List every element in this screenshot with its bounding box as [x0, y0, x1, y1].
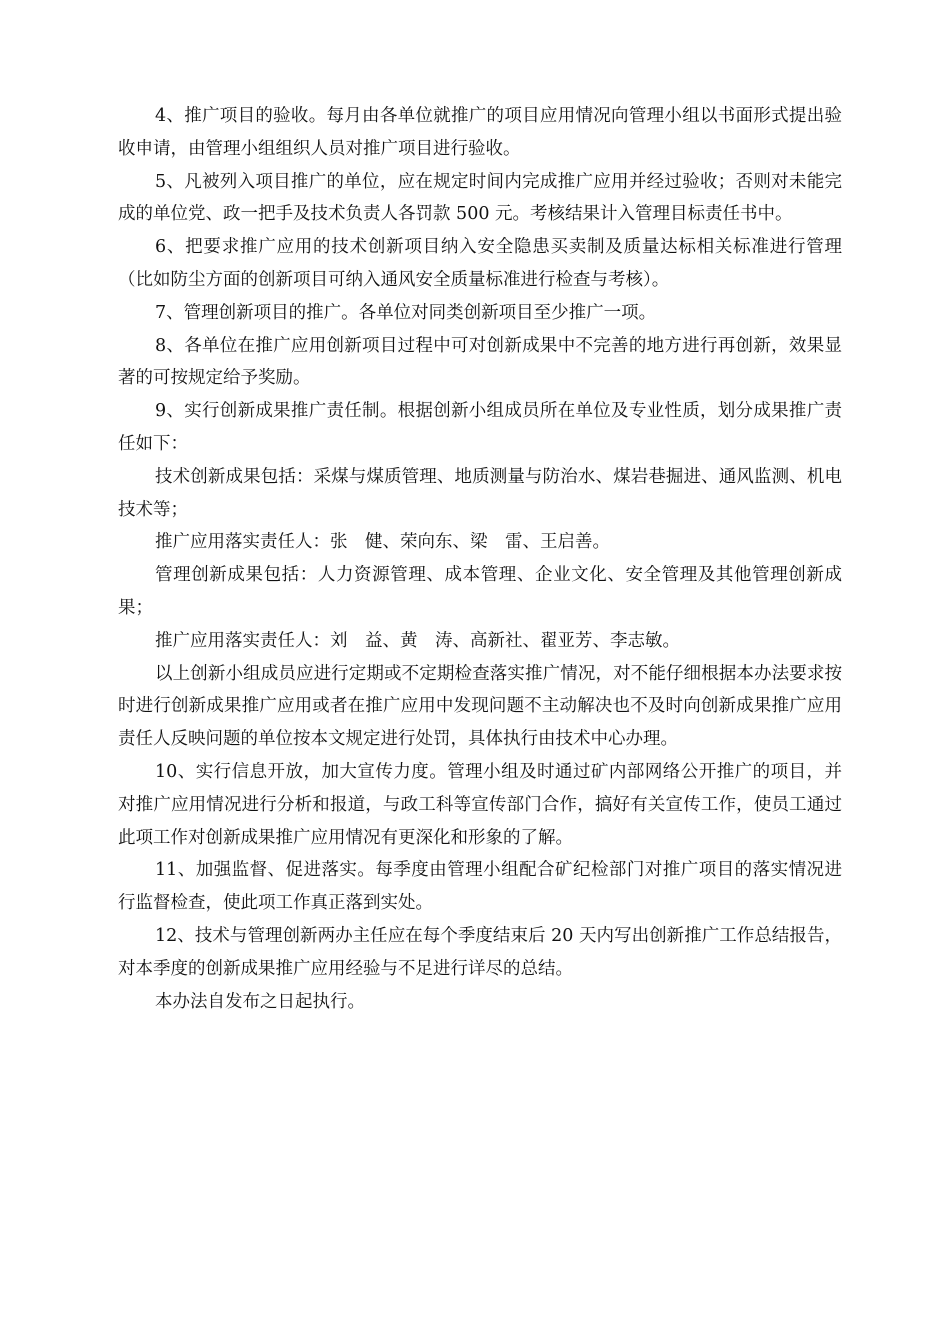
paragraph-item-8-reinnovation: 8、各单位在推广应用创新项目过程中可对创新成果中不完善的地方进行再创新，效果显著的可按规定给予奖励。 — [118, 335, 842, 389]
paragraph-technical-responsible: 推广应用落实责任人：张 健、荣向东、梁 雷、王启善。 — [155, 532, 610, 553]
paragraph-management-responsible: 推广应用落实责任人：刘 益、黄 涛、高新社、翟亚芳、李志敏。 — [155, 630, 680, 651]
paragraph-inspection-note: 以上创新小组成员应进行定期或不定期检查落实推广情况，对不能仔细根据本办法要求按时进行创新成果推广应用或者在推广应用中发现问题不主动解决也不及时向创新成果推广应用责任人反映问题的单位按本文规定进行处罚，具体执行由技术中心办理。 — [118, 663, 842, 750]
paragraph-management-scope: 管理创新成果包括：人力资源管理、成本管理、企业文化、安全管理及其他管理创新成果； — [118, 565, 842, 618]
paragraph-item-12-summary-report: 12、技术与管理创新两办主任应在每个季度结束后 20 天内写出创新推广工作总结报告，对本季度的创新成果推广应用经验与不足进行详尽的总结。 — [118, 925, 842, 979]
paragraph-effective-date: 本办法自发布之日起执行。 — [155, 991, 365, 1012]
document-body — [118, 100, 842, 1018]
paragraph-technical-scope: 技术创新成果包括：采煤与煤质管理、地质测量与防治水、煤岩巷掘进、通风监测、机电技术等； — [118, 466, 842, 520]
paragraph-item-6-management: 6、把要求推广应用的技术创新项目纳入安全隐患买卖制及质量达标相关标准进行管理（比如防尘方面的创新项目可纳入通风安全质量标准进行检查与考核）。 — [118, 237, 842, 290]
paragraph-item-11-supervision: 11、加强监督、促进落实。每季度由管理小组配合矿纪检部门对推广项目的落实情况进行监督检查，使此项工作真正落到实处。 — [118, 860, 842, 914]
paragraph-item-10-publicity: 10、实行信息开放，加大宣传力度。管理小组及时通过矿内部网络公开推广的项目，并对推广应用情况进行分析和报道，与政工科等宣传部门合作，搞好有关宣传工作，使员工通过此项工作对创新成果推广应用情况有更深化和形象的了解。 — [118, 761, 842, 848]
paragraph-item-7-management-innovation: 7、管理创新项目的推广。各单位对同类创新项目至少推广一项。 — [155, 302, 657, 323]
paragraph-item-5-penalty: 5、凡被列入项目推广的单位，应在规定时间内完成推广应用并经过验收；否则对未能完成的单位党、政一把手及技术负责人各罚款 500 元。考核结果计入管理目标责任书中。 — [118, 171, 842, 225]
paragraph-item-4-acceptance: 4、推广项目的验收。每月由各单位就推广的项目应用情况向管理小组以书面形式提出验收申请，由管理小组组织人员对推广项目进行验收。 — [118, 106, 842, 159]
paragraph-item-9-responsibility: 9、实行创新成果推广责任制。根据创新小组成员所在单位及专业性质，划分成果推广责任如下： — [118, 401, 842, 454]
